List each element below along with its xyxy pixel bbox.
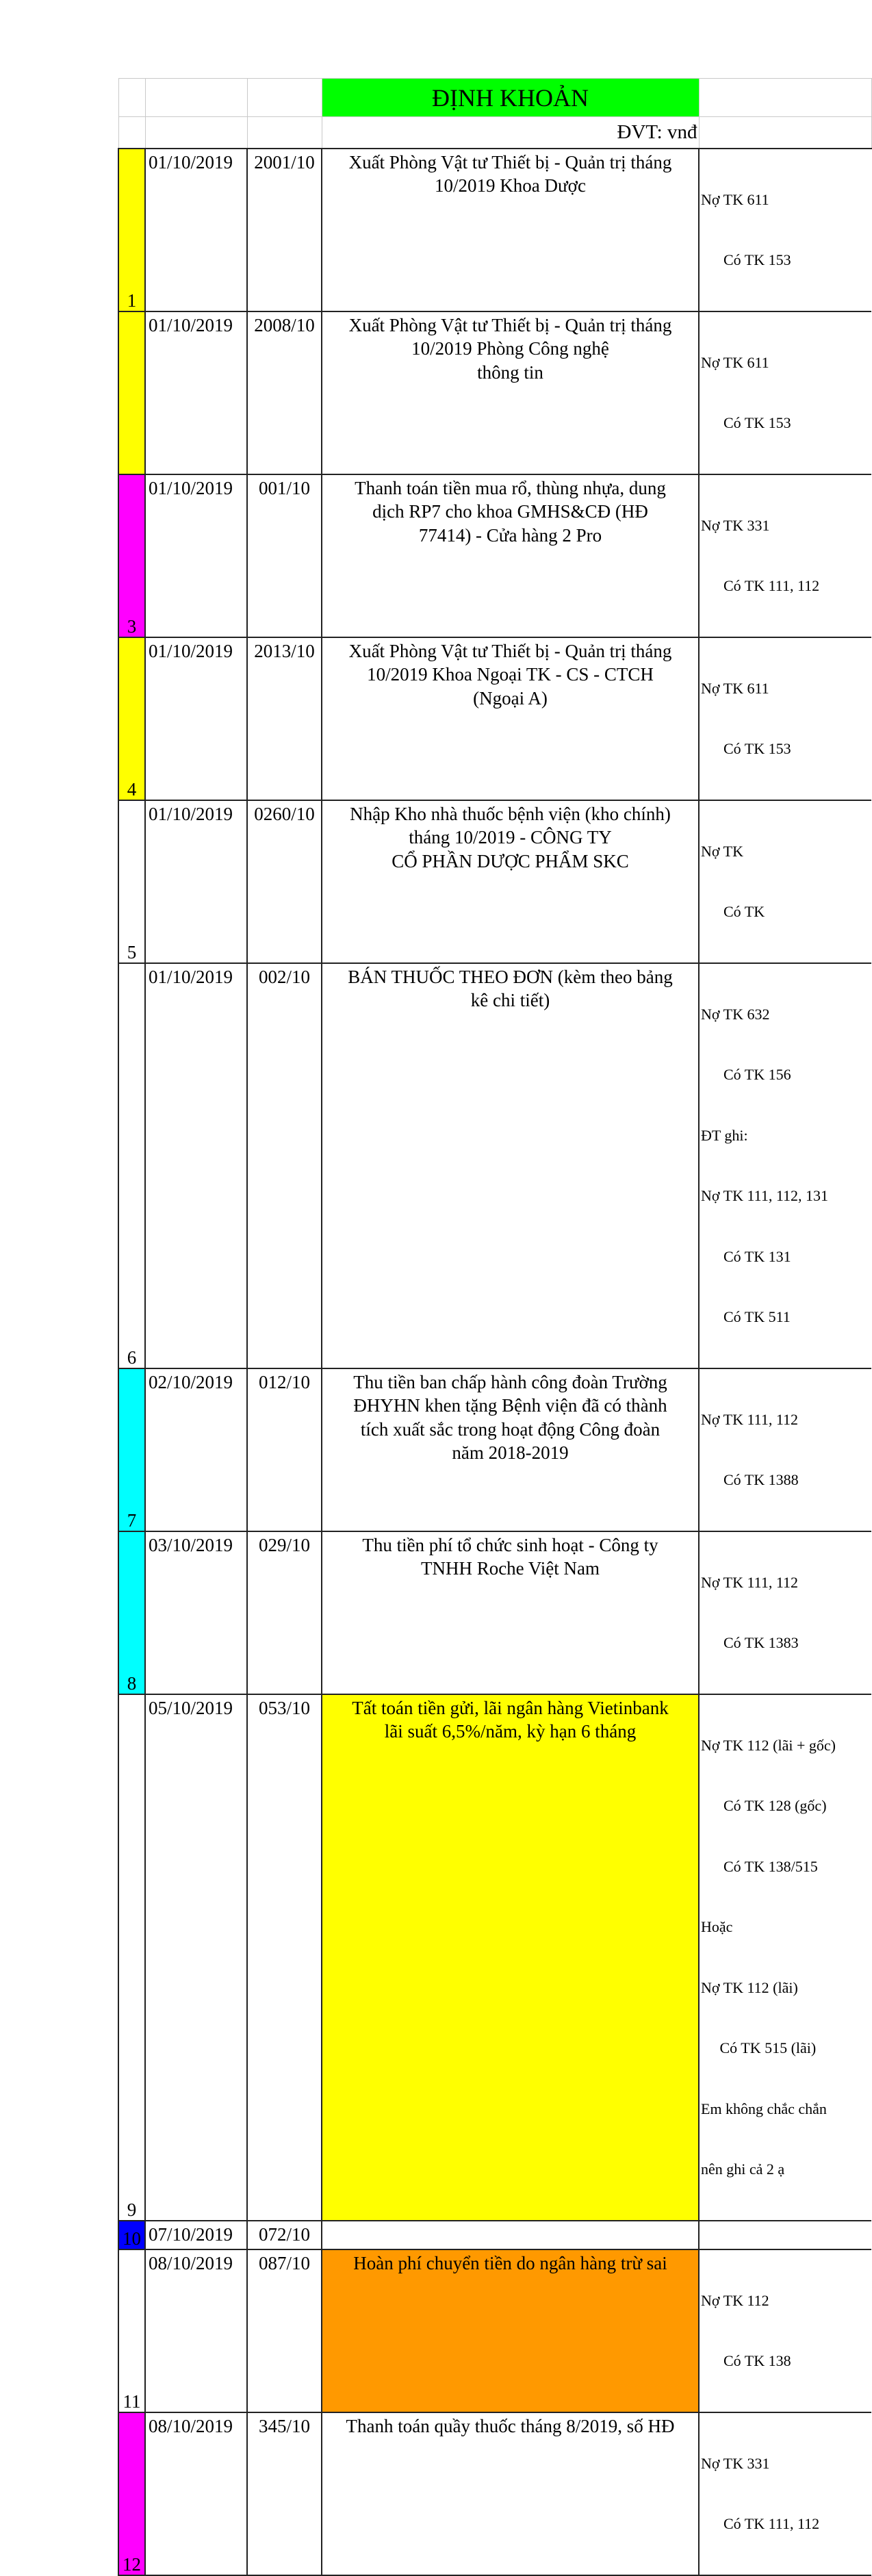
description-line: Xuất Phòng Vật tư Thiết bị - Quản trị tháng: [348, 151, 672, 173]
description-cell[interactable]: [322, 1531, 699, 1694]
description-line: Hoàn phí chuyển tiền do ngân hàng trừ sai: [353, 2252, 667, 2273]
account-line: nên ghi cả 2 ạ: [701, 2160, 785, 2178]
empty-cell[interactable]: [118, 117, 145, 149]
account-line: Có TK 131: [701, 1247, 791, 1265]
account-line: Có TK 1388: [701, 1471, 799, 1488]
description-cell[interactable]: [322, 1368, 699, 1531]
empty-cell[interactable]: [145, 79, 247, 117]
table-row: [118, 2412, 871, 2575]
stt-cell[interactable]: 7: [118, 1368, 145, 1531]
table-row: [118, 1694, 871, 2221]
table-row: [118, 1368, 871, 1531]
account-entry-cell[interactable]: [699, 637, 871, 800]
stt-cell[interactable]: 4: [118, 637, 145, 800]
stt-cell[interactable]: 11: [118, 2249, 145, 2412]
description-line: thông tin: [477, 361, 543, 383]
description-cell[interactable]: [322, 1694, 699, 2221]
description-cell[interactable]: [322, 2221, 699, 2249]
description-line: TNHH Roche Việt Nam: [420, 1558, 600, 1579]
unit-row: [118, 117, 871, 149]
voucher-number-cell[interactable]: 072/10: [247, 2221, 322, 2249]
voucher-number-cell[interactable]: 087/10: [247, 2249, 322, 2412]
description-line: tháng 10/2019 - CÔNG TY: [409, 827, 612, 847]
description-line: lãi suất 6,5%/năm, kỳ hạn 6 tháng: [384, 1721, 637, 1742]
description-cell[interactable]: [322, 2249, 699, 2412]
description-line: (Ngoại A): [473, 687, 548, 709]
account-line: ĐT ghi:: [701, 1126, 748, 1144]
account-line: Nợ TK 331: [701, 2454, 770, 2472]
date-cell[interactable]: 01/10/2019: [145, 963, 247, 1368]
date-cell[interactable]: 08/10/2019: [145, 2412, 247, 2575]
table-row: [118, 1531, 871, 1694]
date-cell[interactable]: 07/10/2019: [145, 2221, 247, 2249]
stt-cell[interactable]: 9: [118, 1694, 145, 2221]
date-cell[interactable]: 08/10/2019: [145, 2249, 247, 2412]
description-line: ĐHYHN khen tặng Bệnh viện đã có thành: [353, 1395, 667, 1416]
stt-cell[interactable]: 6: [118, 963, 145, 1368]
voucher-number-cell[interactable]: 2013/10: [247, 637, 322, 800]
voucher-number-cell[interactable]: 2001/10: [247, 149, 322, 311]
account-line: Có TK 156: [701, 1066, 791, 1083]
table-row: [118, 149, 871, 311]
voucher-number-cell[interactable]: 001/10: [247, 474, 322, 637]
account-line: Có TK 138: [701, 2352, 791, 2369]
account-line: Có TK 138/515: [701, 1857, 818, 1875]
description-line: 77414) - Cửa hàng 2 Pro: [418, 524, 602, 546]
empty-cell[interactable]: [247, 117, 322, 149]
voucher-number-cell[interactable]: 0260/10: [247, 800, 322, 963]
account-line: Nợ TK 632: [701, 1005, 770, 1023]
description-line: Tất toán tiền gửi, lãi ngân hàng Vietinbank: [352, 1697, 669, 1718]
sheet-title[interactable]: ĐỊNH KHOẢN: [322, 79, 699, 117]
stt-cell[interactable]: 3: [118, 474, 145, 637]
table-row: [118, 963, 871, 1368]
date-cell[interactable]: 01/10/2019: [145, 637, 247, 800]
account-line: Nợ TK 611: [701, 353, 769, 371]
account-entry-cell[interactable]: [699, 311, 871, 474]
account-line: Có TK 153: [701, 740, 791, 757]
account-line: Có TK 1383: [701, 1634, 799, 1651]
spreadsheet-sheet: [118, 78, 836, 2575]
account-entry-cell[interactable]: [699, 2221, 871, 2249]
account-line: Nợ TK 331: [701, 516, 770, 534]
description-cell[interactable]: [322, 311, 699, 474]
date-cell[interactable]: 01/10/2019: [145, 800, 247, 963]
voucher-number-cell[interactable]: 2008/10: [247, 311, 322, 474]
stt-cell[interactable]: 8: [118, 1531, 145, 1694]
stt-cell[interactable]: 12: [118, 2412, 145, 2575]
description-line: kê chi tiết): [470, 990, 550, 1010]
account-entry-cell[interactable]: [699, 149, 871, 311]
stt-cell[interactable]: 5: [118, 800, 145, 963]
voucher-number-cell[interactable]: 012/10: [247, 1368, 322, 1531]
table-row: [118, 474, 871, 637]
account-entry-cell[interactable]: [699, 2412, 871, 2575]
account-line: Nợ TK 611: [701, 190, 769, 208]
account-line: Có TK: [701, 903, 765, 920]
account-entry-cell[interactable]: [699, 474, 871, 637]
description-line: dịch RP7 cho khoa GMHS&CĐ (HĐ: [372, 501, 648, 522]
account-line: Nợ TK 112: [701, 2291, 769, 2309]
description-line: tích xuất sắc trong hoạt động Công đoàn: [360, 1418, 661, 1440]
description-line: năm 2018-2019: [452, 1442, 569, 1463]
account-entry-cell[interactable]: [699, 1368, 871, 1531]
empty-cell[interactable]: [699, 117, 871, 149]
description-cell[interactable]: [322, 637, 699, 800]
voucher-number-cell[interactable]: 053/10: [247, 1694, 322, 2221]
table-row: [118, 2221, 871, 2249]
account-line: Có TK 153: [701, 414, 791, 431]
empty-cell[interactable]: [145, 117, 247, 149]
description-cell[interactable]: [322, 474, 699, 637]
description-line: CỔ PHẦN DƯỢC PHẨM SKC: [392, 850, 629, 871]
description-cell[interactable]: [322, 963, 699, 1368]
description-line: Thanh toán tiền mua rổ, thùng nhựa, dung: [355, 477, 666, 498]
date-cell[interactable]: 01/10/2019: [145, 311, 247, 474]
account-line: Có TK 128 (gốc): [701, 1797, 827, 1814]
description-line: BÁN THUỐC THEO ĐƠN (kèm theo bảng: [348, 966, 673, 987]
description-line: 10/2019 Khoa Dược: [435, 175, 586, 196]
voucher-number-cell[interactable]: 002/10: [247, 963, 322, 1368]
account-line: Hoặc: [701, 1918, 733, 1935]
account-line: Nợ TK 112 (lãi + gốc): [701, 1736, 836, 1754]
account-line: Có TK 511: [701, 1308, 791, 1325]
voucher-number-cell[interactable]: 345/10: [247, 2412, 322, 2575]
account-line: Có TK 153: [701, 251, 791, 268]
stt-cell[interactable]: [118, 311, 145, 474]
account-entry-cell[interactable]: [699, 800, 871, 963]
voucher-number-cell[interactable]: 029/10: [247, 1531, 322, 1694]
account-line: Có TK 515 (lãi): [701, 2039, 817, 2056]
account-line: Nợ TK 611: [701, 679, 769, 697]
account-entry-cell[interactable]: [699, 2249, 871, 2412]
empty-cell[interactable]: [118, 79, 145, 117]
account-line: Nợ TK 112 (lãi): [701, 1978, 798, 1996]
account-line: Có TK 111, 112: [701, 2515, 820, 2532]
description-line: 10/2019 Khoa Ngoại TK - CS - CTCH: [367, 664, 654, 685]
date-cell[interactable]: 03/10/2019: [145, 1531, 247, 1694]
description-cell[interactable]: [322, 800, 699, 963]
stt-cell[interactable]: 1: [118, 149, 145, 311]
table-row: [118, 311, 871, 474]
date-cell[interactable]: 01/10/2019: [145, 474, 247, 637]
ledger-table: [118, 78, 872, 2576]
date-cell[interactable]: 02/10/2019: [145, 1368, 247, 1531]
description-line: Thu tiền phí tổ chức sinh hoạt - Công ty: [362, 1534, 658, 1555]
date-cell[interactable]: 05/10/2019: [145, 1694, 247, 2221]
description-line: Xuất Phòng Vật tư Thiết bị - Quản trị tháng: [348, 314, 672, 335]
account-line: Em không chắc chắn: [701, 2100, 827, 2117]
account-line: Có TK 111, 112: [701, 577, 820, 594]
unit-label[interactable]: ĐVT: vnđ: [322, 117, 699, 149]
account-entry-cell[interactable]: [699, 963, 871, 1368]
stt-cell[interactable]: 10: [118, 2221, 145, 2249]
title-row: [118, 79, 871, 117]
description-line: 10/2019 Phòng Công nghệ: [411, 338, 609, 359]
empty-cell[interactable]: [247, 79, 322, 117]
table-row: [118, 2249, 871, 2412]
account-line: Nợ TK 111, 112, 131: [701, 1187, 829, 1204]
table-row: [118, 637, 871, 800]
account-entry-cell[interactable]: [699, 1694, 871, 2221]
description-line: Nhập Kho nhà thuốc bệnh viện (kho chính): [350, 803, 671, 824]
description-cell[interactable]: [322, 2412, 699, 2575]
account-line: Nợ TK: [701, 842, 743, 860]
account-line: Nợ TK 111, 112: [701, 1573, 799, 1591]
description-line: Thu tiền ban chấp hành công đoàn Trường: [353, 1371, 667, 1392]
date-cell[interactable]: 01/10/2019: [145, 149, 247, 311]
account-line: Nợ TK 111, 112: [701, 1410, 799, 1428]
description-cell[interactable]: [322, 149, 699, 311]
description-line: Xuất Phòng Vật tư Thiết bị - Quản trị tháng: [348, 640, 672, 661]
description-line: Thanh toán quầy thuốc tháng 8/2019, số HĐ: [346, 2415, 675, 2436]
account-entry-cell[interactable]: [699, 1531, 871, 1694]
empty-cell[interactable]: [699, 79, 871, 117]
table-row: [118, 800, 871, 963]
